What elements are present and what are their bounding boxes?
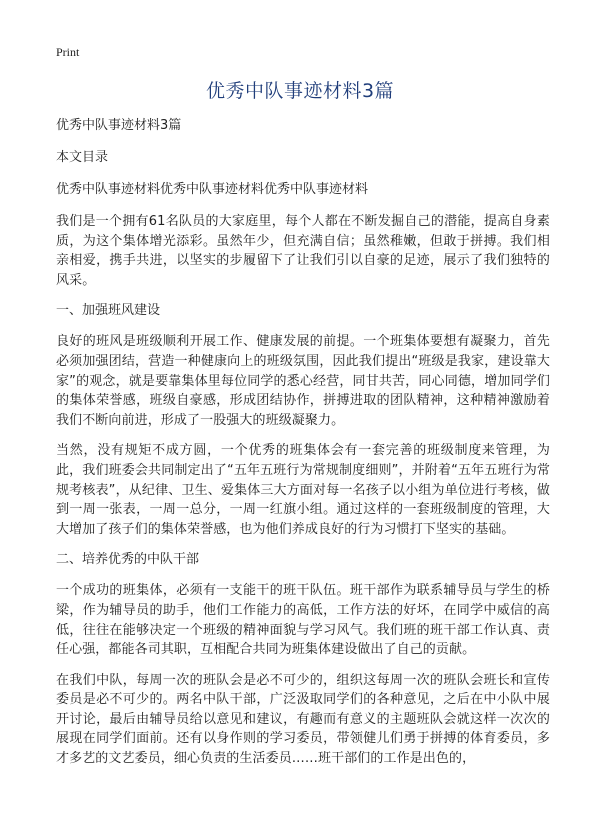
section-heading-1: 一、加强班风建设 <box>56 303 161 319</box>
section2-paragraph-1: 一个成功的班集体，必须有一支能干的班干队伍。班干部作为联系辅导员与学生的桥梁，作为辅导员的助手，他们工作能力的高低，工作方法的好坏，在同学中威信的高低，往往在能够决定一个班级的精神面貌与学习风气。我们班的班干部工作认真、责任心强，都能各司其职，互相配合共同为班集体建设做出了自己的贡献。 <box>56 583 550 658</box>
section1-paragraph-2: 当然，没有规矩不成方圆，一个优秀的班集体会有一套完善的班级制度来管理，为此，我们班委会共同制定出了“五年五班行为常规制度细则”，并附着“五年五班行为常规考核表”，从纪律、卫生、爱集体三大方面对每一名孩子以小组为单位进行考核，做到一周一张表，一周一总分，一周一红旗小组。通过这样的一套班级制度的管理，大大增加了孩子们的集体荣誉感，也为他们养成良好的行为习惯打下坚实的基础。 <box>56 443 550 537</box>
toc-label: 本文目录 <box>56 150 109 165</box>
document-title: 优秀中队事迹材料3篇 <box>205 80 395 102</box>
intro-paragraph: 我们是一个拥有61名队员的大家庭里，每个人都在不断发掘自己的潜能，提高自身素质，为这个集体增光添彩。虽然年少，但充满自信；虽然稚嫩，但敢于拼搏。我们相亲相爱，携手共进，以坚实的步履留下了让我们引以自豪的足迹，展示了我们独特的风采。 <box>56 214 550 288</box>
section1-paragraph-1: 良好的班风是班级顺利开展工作、健康发展的前提。一个班集体要想有凝聚力，首先必须加强团结，营造一种健康向上的班级氛围，因此我们提出“班级是我家，建设靠大家”的观念，就是要靠集体里每位同学的悉心经营，同甘共苦，同心同德，增加同学们的集体荣誉感，班级自豪感，形成团结协作，拼搏进取的团队精神，这种精神激励着我们不断向前进，形成了一股强大的班级凝聚力。 <box>56 334 550 428</box>
document-subtitle: 优秀中队事迹材料3篇 <box>56 118 182 133</box>
print-link[interactable]: Print <box>56 45 80 59</box>
section-heading-2: 二、培养优秀的中队干部 <box>56 552 200 568</box>
toc-entries: 优秀中队事迹材料优秀中队事迹材料优秀中队事迹材料 <box>56 182 369 197</box>
section2-paragraph-2: 在我们中队，每周一次的班队会是必不可少的，组织这每周一次的班队会班长和宣传委员是必不可少的。两名中队干部，广泛汲取同学们的各种意见，之后在中小队中展开讨论，最后由辅导员给以意见和建议，有趣而有意义的主题班队会就这样一次次的展现在同学们面前。还有以身作则的学习委员，带领健儿们勇于拼搏的体育委员，多才多艺的文艺委员，细心负责的生活委员……班干部们的工作是出色的， <box>56 672 550 767</box>
document-body <box>56 116 550 780</box>
